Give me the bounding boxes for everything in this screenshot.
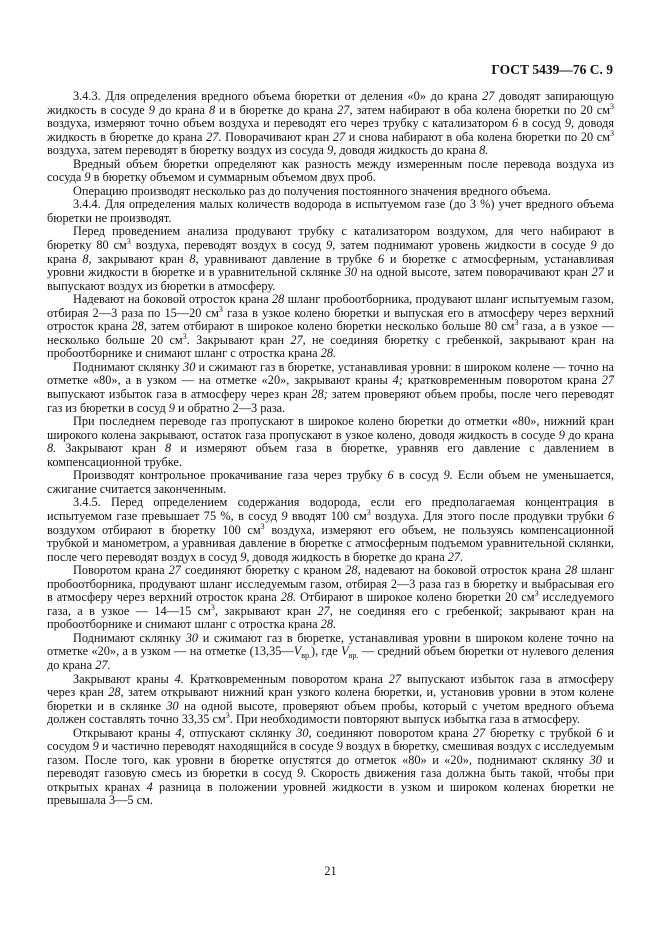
text-run: исследуемого газа, а в узкое — 14—15 см <box>47 590 614 618</box>
reference-number: 4 <box>146 779 153 794</box>
paragraph <box>47 225 614 293</box>
text-run: Закрывают краны <box>73 671 175 686</box>
paragraph <box>47 415 614 469</box>
text-run: не соединяя его с гребенкой; закрывают кран на пробоотборнике и снимают шланг с отростка крана <box>47 603 614 632</box>
text-run: газа, а в узкое — несколько больше 20 см <box>47 319 614 347</box>
text-run: затем открывают нижний кран узкого колена бюретки, и, установив уровни в этом колене бюретки и в склянке <box>47 685 614 713</box>
supscript: 3 <box>609 128 614 138</box>
text-run: Перед проведением анализа продувают трубку с катализатором воздухом, для чего набирают в бюретку 80 см <box>47 224 614 253</box>
text-run: бюретку с трубкой <box>485 725 597 740</box>
paragraph <box>47 496 614 564</box>
text-run: затем отбирают в широкое колено бюретки несколько больше 80 см <box>146 319 515 334</box>
reference-number: 27. <box>206 129 222 144</box>
text-run: При последнем переводе газ пропускают в широкое колено бюретки до отметки «80», нижний кран широкого колена закрывают, остаток газа пропускают в узкое колено, доводя жидкость в сосуде <box>47 414 614 442</box>
text-run: вводят 100 см <box>287 508 367 523</box>
reference-number: 9 <box>84 170 91 185</box>
page-header: ГОСТ 5439—76 С. 9 <box>491 62 613 77</box>
reference-number: 9 <box>558 427 565 442</box>
text-run: и снова набирают в оба колена бюретки по 20 см <box>345 129 610 144</box>
reference-number: 6 <box>512 116 519 131</box>
paragraph <box>47 198 614 225</box>
reference-number: 28. <box>280 590 297 605</box>
reference-number: 30 <box>183 359 196 374</box>
paragraph <box>47 632 614 673</box>
supscript: 3 <box>534 589 539 599</box>
reference-number: 8. <box>479 143 489 158</box>
text-run: доводя жидкость до крана <box>336 143 480 158</box>
text-run: Поворачивают кран <box>221 129 333 144</box>
text-run: ), где <box>310 644 342 659</box>
text-run: воздуха, измеряют его объем, не пользуясь компенсационной трубкой и манометром, а уравнивая давление в бюретке с атмосферным подъемом уравнительной склянки, после чего переводят воздух в сосуд <box>47 522 614 564</box>
text-run: воздух в бюретку, смешивая воздух с исследуемым газом. После того, как уровни в бюретке опустятся до отметок «80» и «20», поднимают склянку <box>47 739 615 767</box>
reference-number: 30 <box>166 698 179 713</box>
text-run: 3.4.5. Перед определением содержания водорода, если его предполагаемая концентрация в испытуемом газе превышает 75 %, в сосуд <box>47 495 614 523</box>
text-run: на одной высоте, проверяют объем пробы, который с учетом вредного объема должен составлять точно 33,35 см <box>47 698 614 727</box>
reference-number: 8, <box>189 251 199 266</box>
supscript: 3 <box>210 602 215 612</box>
text-run: до крана <box>47 238 614 266</box>
reference-number: 28, <box>108 685 124 700</box>
reference-number: 9 <box>336 739 343 754</box>
text-run: в бюретку объемом и суммарным объемом двух проб. <box>90 170 376 185</box>
text-run: и сжимают газ в бюретке, устанавливая уровни в широком колене точно на отметке «20», а в узком — на отметке (13,35— <box>47 630 614 659</box>
reference-number: 27. <box>447 549 464 564</box>
text-run: газа в узкое колено бюретки и выпуская его в атмосферу через верхний отросток крана <box>47 305 614 334</box>
text-run: соединяют бюретку с краном <box>180 563 346 578</box>
text-run: . Закрывают кран <box>186 332 291 347</box>
reference-number: 9, <box>327 143 337 158</box>
text-run: 3.4.4. Для определения малых количеств водорода в испытуемом газе (до 3 %) учет вредного объема бюретки не производят. <box>47 197 614 225</box>
text-run: и переводят газовую смесь из бюретки в сосуд <box>47 752 615 781</box>
reference-number: 9, <box>326 238 336 253</box>
reference-number: 28. <box>320 617 337 632</box>
reference-number: 28, <box>131 319 147 334</box>
reference-number: 27, <box>317 603 333 618</box>
reference-number: 30 <box>185 630 199 645</box>
text-run: до крана <box>154 102 209 117</box>
reference-number: 9 <box>168 400 175 415</box>
text-run: затем проверяют объем пробы, после чего переводят газ из бюретки в сосуд <box>47 387 614 415</box>
paragraph <box>47 90 614 158</box>
text-run: не соединяя бюретку с гребенкой, закрывают кран на пробоотборнике и снимают шланг с отростка крана <box>47 332 614 361</box>
paragraph <box>47 185 614 199</box>
text-run: затем набирают в оба колена бюретки по 20 см <box>352 102 611 117</box>
text-run: и сжимают газ в бюретке, устанавливая уровни: в широком колене — точно на отметке «80», а в узком — на отметке «20», закрывают краны <box>47 359 614 388</box>
text-run: воздухом отбирают в бюретку 100 см <box>47 522 261 537</box>
text-run: доводя жидкость в бюретке до крана <box>249 549 448 564</box>
subscript: вр. <box>301 651 311 661</box>
supscript: 3 <box>260 521 265 531</box>
text-run: и сосудом <box>47 725 615 754</box>
text-run: Закрывают кран <box>56 441 166 456</box>
text-run: Скорость движения газа должна быть такой, чтобы при открытых кранах <box>47 766 614 794</box>
text-run: Поворотом крана <box>73 563 169 578</box>
reference-number: 28; <box>311 387 328 402</box>
subscript: вр. <box>348 651 359 661</box>
reference-number: 30 <box>344 265 358 280</box>
text-run: затем поднимают уровень жидкости в сосуде <box>335 238 591 253</box>
reference-number: 9 <box>92 739 99 754</box>
reference-number: 27 <box>472 725 486 740</box>
text-run: Поднимают склянку <box>73 630 186 645</box>
text-run: Надевают на боковой отросток крана <box>73 292 272 307</box>
text-run: Отбирают в широкое колено бюретки 20 см <box>296 590 535 605</box>
reference-number: 27, <box>337 102 353 117</box>
text-run: в сосуд <box>518 116 565 131</box>
reference-number: V <box>341 644 349 659</box>
text-run: соединяют поворотом крана <box>311 725 473 740</box>
reference-number: 27 <box>591 265 604 280</box>
text-run: кратковременным поворотом крана <box>402 373 602 388</box>
text-run: шланг пробоотборника, продувают шланг исследуемым газом, отбирая 2—3 раза газ в бюретку и выбрасывая его в атмосферу через верхний отросток крана <box>47 563 614 605</box>
reference-number: 28 <box>271 292 285 307</box>
paragraph <box>47 158 614 185</box>
reference-number: V <box>293 644 302 659</box>
supscript: 3 <box>366 507 371 517</box>
text-run: и частично переводят находящийся в сосуде <box>98 739 337 754</box>
reference-number: 30, <box>296 725 312 740</box>
text-run: , закрывают кран <box>214 603 318 618</box>
text-run: выпускают избыток газа в атмосферу через кран <box>47 671 614 700</box>
document-body <box>47 90 614 808</box>
text-run: и в бюретке до крана <box>215 102 338 117</box>
reference-number: 27 <box>332 129 346 144</box>
paragraph <box>47 361 614 415</box>
reference-number: 28, <box>345 563 361 578</box>
text-run: Вредный объем бюретки определяют как разность между измеренным после перевода воздуха из сосуда <box>47 156 614 185</box>
supscript: 3 <box>610 101 615 111</box>
text-run: воздуха. Для этого после продувки трубки <box>370 508 608 523</box>
text-run: Поднимают склянку <box>73 359 184 374</box>
text-run: и обратно 2—3 раза. <box>174 400 286 415</box>
reference-number: 27 <box>601 373 614 388</box>
reference-number: 27, <box>290 332 306 347</box>
paragraph <box>47 564 614 632</box>
reference-number: 9. <box>443 468 453 483</box>
text-run: отпускают склянку <box>184 725 297 740</box>
reference-number: 27 <box>388 671 402 686</box>
text-run: воздуха, измеряют точно объем воздуха и переводят его через трубку с катализатором <box>47 116 513 131</box>
page-number: 21 <box>324 864 337 878</box>
text-run: 3.4.3. Для определения вредного объема бюретки от деления «0» до крана <box>73 89 483 103</box>
reference-number: 8 <box>165 441 172 456</box>
text-run: выпускают избыток газа в атмосферу через кран <box>47 387 312 402</box>
text-run: Открывают краны <box>73 725 176 740</box>
reference-number: 27. <box>95 657 111 672</box>
reference-number: 9 <box>148 102 155 117</box>
reference-number: 9. <box>296 766 307 781</box>
reference-number: 9, <box>564 116 575 131</box>
reference-number: 28. <box>320 346 337 361</box>
text-run: и бюретке с атмосферным, устанавливая уровни жидкости в бюретке и в уравнительной склянке <box>47 251 614 280</box>
text-run: Производят контрольное прокачивание газа через трубку <box>73 468 388 483</box>
reference-number: 4, <box>175 725 185 740</box>
text-run: надевают на боковой отросток крана <box>360 563 565 578</box>
text-run: на одной высоте, затем поворачивают кран <box>357 265 592 280</box>
reference-number: 27 <box>482 89 495 103</box>
supscript: 3 <box>218 304 223 314</box>
reference-number: 30 <box>589 752 602 767</box>
supscript: 3 <box>225 711 230 721</box>
text-run: и выпускают воздух из бюретки в атмосферу. <box>47 265 615 293</box>
reference-number: 8, <box>82 251 92 266</box>
supscript: 3 <box>126 237 131 247</box>
reference-number: 4; <box>392 373 403 388</box>
text-run: доводя жидкость в бюретке до крана <box>47 116 614 144</box>
text-run: закрывают кран <box>91 251 190 266</box>
reference-number: 9 <box>281 508 288 523</box>
paragraph <box>47 673 614 727</box>
text-run: Операцию производят несколько раз до получения постоянного значения вредного объема. <box>73 183 551 198</box>
paragraph <box>47 293 614 361</box>
text-run: и измеряют объем газа в бюретке, уравняв его давление с давлением в компенсационной трубке. <box>47 441 614 469</box>
text-run: Если объем не уменьшается, сжигание считается законченным. <box>47 468 615 496</box>
text-run: разница в положении уровней жидкости в узком и широком коленах бюретки не превышала 3—5 см. <box>47 779 614 808</box>
text-run: до крана <box>564 427 614 442</box>
reference-number: 28 <box>564 563 578 578</box>
reference-number: 27 <box>168 563 181 578</box>
reference-number: 8. <box>47 441 57 456</box>
reference-number: 6 <box>596 725 603 740</box>
reference-number: 9 <box>590 238 597 253</box>
reference-number: 6 <box>387 468 394 483</box>
text-run: . При необходимости повторяют выпуск избытка газа в атмосферу. <box>229 712 580 727</box>
supscript: 3 <box>182 331 187 341</box>
text-run: уравнивают давление в трубке <box>198 251 378 266</box>
reference-number: 8 <box>208 102 216 117</box>
text-run: Кратковременным поворотом крана <box>183 671 389 686</box>
text-run: шланг пробоотборника, продувают шланг испытуемым газом, отбирая 2—3 раза по 15—20 см <box>47 292 614 320</box>
text-run: воздуха, затем переводят в бюретку воздух из сосуда <box>47 143 328 158</box>
supscript: 3 <box>514 318 519 328</box>
paragraph <box>47 727 614 808</box>
reference-number: 4. <box>174 671 184 686</box>
reference-number: 6 <box>607 508 615 523</box>
text-run: доводят запирающую жидкость в сосуде <box>47 89 614 117</box>
reference-number: 6 <box>377 251 385 266</box>
text-run: воздуха, переводят воздух в сосуд <box>130 238 327 253</box>
text-run: — средний объем бюретки от нулевого деления до крана <box>47 644 614 672</box>
reference-number: 9, <box>240 549 250 564</box>
paragraph <box>47 469 614 496</box>
text-run: в сосуд <box>393 468 444 483</box>
